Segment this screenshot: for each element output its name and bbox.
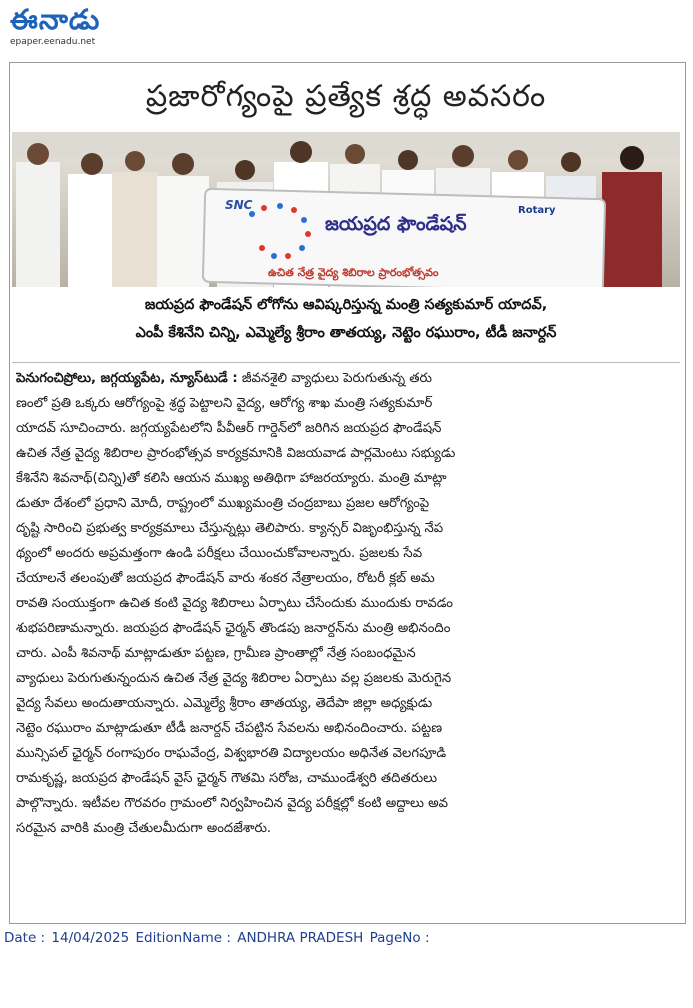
body-line: దృష్టి సారించి ప్రభుత్వ కార్యక్రమాలు చేస్తున్నట్లు తెలిపారు. క్యాన్సర్ విజృంభిస్తున్న నేప	[16, 521, 444, 536]
body-line: డుతూ దేశంలో ప్రధాని మోదీ, రాష్ట్రంలో ముఖ్యమంత్రి చంద్రబాబు ప్రజల ఆరోగ్యంపై	[16, 496, 430, 511]
banner-brand: SNC	[225, 198, 253, 212]
eenadu-logo: ఈనాడు	[10, 3, 101, 36]
caption-line: జయప్రద ఫౌండేషన్ లోగోను ఆవిష్కరిస్తున్న మంత్రి సత్యకుమార్ యాదవ్,	[144, 297, 548, 313]
event-photo-illustration	[12, 132, 680, 287]
edition-label: EditionName :	[135, 930, 231, 946]
body-line: రావతి సంయుక్తంగా ఉచిత కంటి వైద్య శిబిరాలు ఏర్పాటు చేసేందుకు ముందుకు రావడం	[16, 596, 453, 611]
body-line: రామకృష్ణ, జయప్రద ఫౌండేషన్ వైస్ ఛైర్మన్ గౌతమి సరోజ, చాముండేశ్వరి తదితరులు	[16, 771, 438, 786]
edition-footer	[4, 930, 430, 946]
body-line: వ్యాధులు పెరుగుతున్నందున ఉచిత నేత్ర వైద్య శిబిరాల ఏర్పాటు వల్ల ప్రజలకు మెరుగైన	[16, 671, 452, 686]
body-line: యాదవ్ సూచించారు. జగ్గయ్యపేటలోని పీవీఆర్ గార్డెన్‌లో జరిగిన జయప్రద ఫౌండేషన్	[16, 421, 442, 436]
body-line: నెట్టెం రఘురాం మాట్లాడుతూ టీడీ జనార్దన్ చేపట్టిన సేవలను అభినందించారు. పట్టణ	[16, 721, 443, 736]
body-line: వైద్య సేవలు అందుతాయన్నారు. ఎమ్మెల్యే శ్రీరాం తాతయ్య, తెదేపా జిల్లా అధ్యక్షుడు	[16, 696, 433, 711]
page-label: PageNo :	[369, 930, 430, 946]
body-line: శుభపరిణామన్నారు. జయప్రద ఫౌండేషన్ ఛైర్మన్ తొండపు జనార్దన్‌ను మంత్రి అభినందిం	[16, 621, 451, 636]
site-url: epaper.eenadu.net	[10, 37, 96, 47]
date-value: 14/04/2025	[51, 930, 130, 946]
body-line: పాల్గొన్నారు. ఇటీవల గౌరవరం గ్రామంలో నిర్వహించిన వైద్య పరీక్షల్లో కంటి అద్దాలు అవ	[16, 796, 449, 811]
body-line: సరమైన వారికి మంత్రి చేతులమీదుగా అందజేశారు.	[16, 821, 272, 836]
banner-subtitle: ఉచిత నేత్ర వైద్య శిబిరాల ప్రారంభోత్సవం	[268, 266, 439, 279]
body-line: చారు. ఎంపీ శివనాథ్ మాట్లాడుతూ పట్టణ, గ్రామీణ ప్రాంతాల్లో నేత్ర సంబంధమైన	[16, 646, 416, 661]
body-first-text: జీవనశైలి వ్యాధులు పెరుగుతున్న తరు	[237, 371, 432, 386]
body-line: చేయాలనే తలంపుతో జయప్రద ఫౌండేషన్ వారు శంకర నేత్రాలయం, రోటరీ క్లబ్ అమ	[16, 571, 435, 586]
banner-partner: Rotary	[518, 205, 556, 216]
banner-title: జయప్రద ఫౌండేషన్	[325, 213, 467, 235]
event-photo	[12, 132, 680, 287]
body-line: ణంలో ప్రతి ఒక్కరు ఆరోగ్యంపై శ్రద్ధ పెట్టాలని వైద్య, ఆరోగ్య శాఖ మంత్రి సత్యకుమార్	[16, 396, 433, 411]
edition-value: ANDHRA PRADESH	[237, 930, 364, 946]
caption-line: ఎంపీ కేశినేని చిన్ని, ఎమ్మెల్యే శ్రీరాం తాతయ్య, నెట్టెం రఘురాం, టీడీ జనార్దన్	[135, 325, 557, 341]
masthead	[10, 4, 150, 52]
body-line	[16, 366, 678, 391]
body-line: మున్సిపల్ ఛైర్మన్ రంగాపురం రాఘవేంద్ర, విశ్వభారతి విద్యాలయం అధినేత వెలగపూడి	[16, 746, 447, 761]
caption-divider	[12, 362, 680, 363]
body-line: ఉచిత నేత్ర వైద్య శిబిరాల ప్రారంభోత్సవ కార్యక్రమానికి విజయవాడ పార్లమెంటు సభ్యుడు	[16, 446, 456, 461]
dateline: పెనుగంచిప్రోలు, జగ్గయ్యపేట, న్యూస్‌టుడే :	[16, 371, 238, 386]
date-label: Date :	[4, 930, 46, 946]
photo-caption	[12, 291, 680, 347]
body-line: కేశినేని శివనాథ్(చిన్ని)తో కలిసి ఆయన ముఖ్య అతిథిగా హాజరయ్యారు. మంత్రి మాట్లా	[16, 471, 447, 486]
article-headline: ప్రజారోగ్యంపై ప్రత్యేక శ్రద్ధ అవసరం	[145, 79, 547, 114]
body-line: థ్యంలో అందరు అప్రమత్తంగా ఉండి పరీక్షలు చేయించుకోవాలన్నారు. ప్రజలకు సేవ	[16, 546, 423, 561]
article-body	[16, 366, 678, 841]
